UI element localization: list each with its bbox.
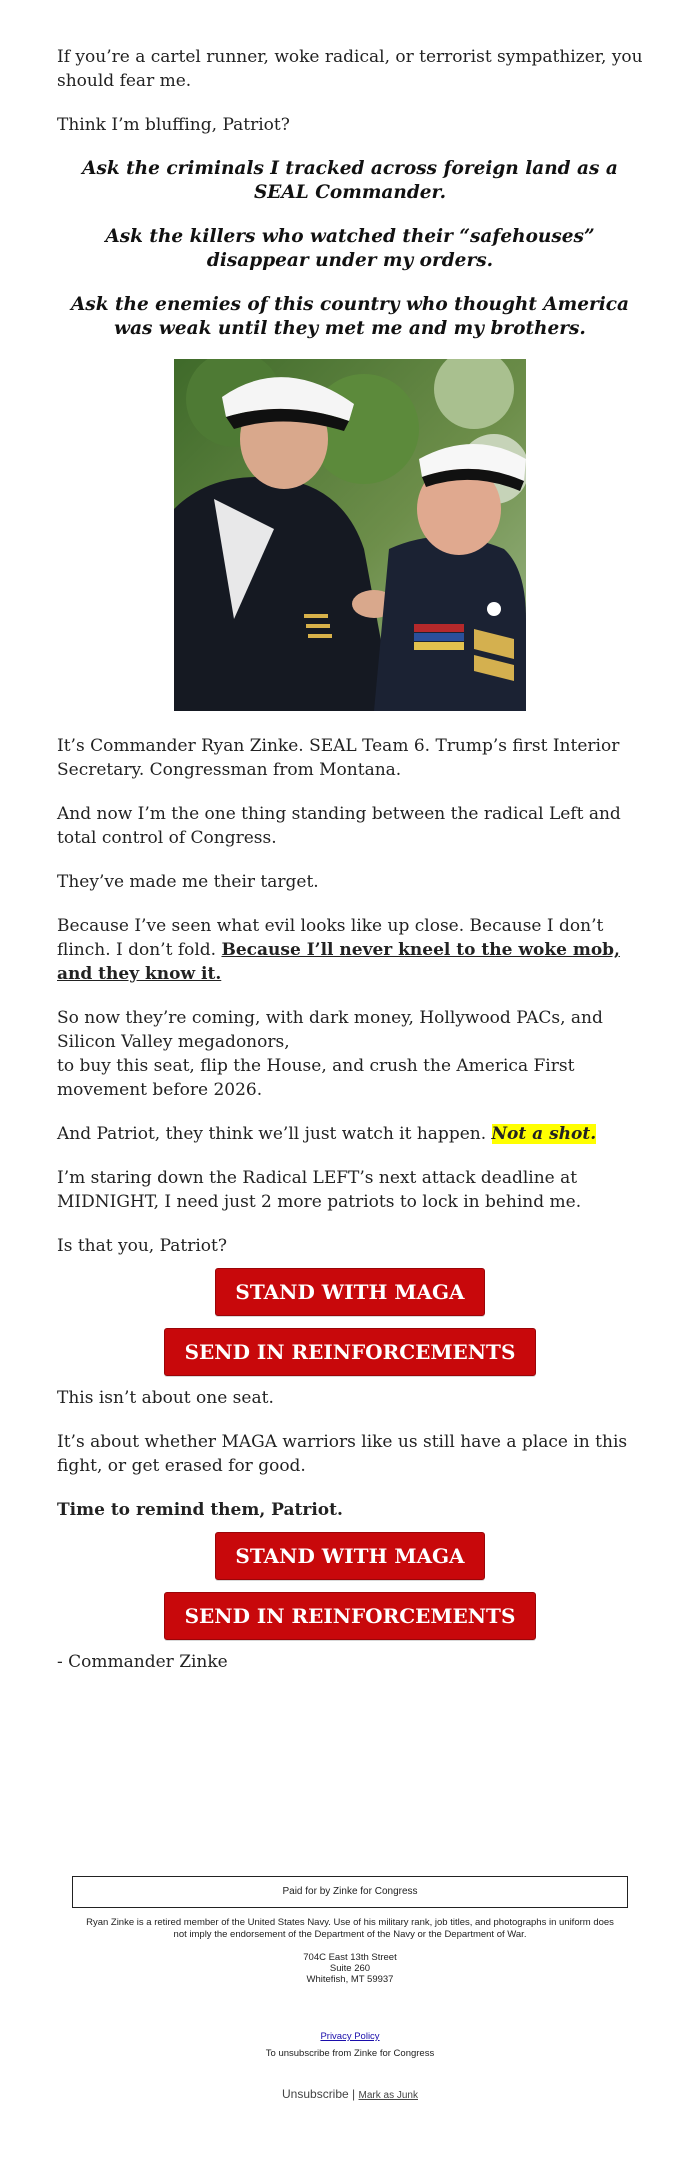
- remind-paragraph: Time to remind them, Patriot.: [57, 1500, 343, 1520]
- email-footer: [0, 1876, 700, 2101]
- evil-paragraph: [57, 914, 643, 986]
- evil-text: Because I’ve seen what evil looks like up close. Because I don’t flinch. I don’t fold.: [57, 916, 604, 960]
- email-body: [57, 45, 643, 1674]
- unsubscribe-row: [0, 2087, 700, 2101]
- stand-with-maga-button[interactable]: STAND WITH MAGA: [215, 1532, 484, 1580]
- navy-disclaimer: Ryan Zinke is a retired member of the United States Navy. Use of his military rank, job titles, and photographs in uniform does not imply the endorsement of the Department of the Navy or the Department of War.: [86, 1917, 614, 1940]
- send-reinforcements-button[interactable]: SEND IN REINFORCEMENTS: [164, 1592, 537, 1640]
- navy-officers-photo: [174, 359, 526, 711]
- enemies-heading: Ask the enemies of this country who thought America was weak until they met me and my brothers.: [70, 294, 630, 339]
- button-row: [57, 1328, 643, 1376]
- killers-heading: Ask the killers who watched their “safehouses” disappear under my orders.: [105, 226, 595, 271]
- button-row: [57, 1592, 643, 1640]
- mark-as-junk-link[interactable]: Mark as Junk: [358, 2090, 418, 2101]
- paid-for-box: Paid for by Zinke for Congress: [72, 1876, 628, 1908]
- privacy-row: [0, 2031, 700, 2042]
- address-line: 704C East 13th Street: [303, 1952, 397, 1963]
- stand-with-maga-button[interactable]: STAND WITH MAGA: [215, 1268, 484, 1316]
- photo-container: [57, 359, 643, 715]
- deadline-paragraph: I’m staring down the Radical LEFT’s next attack deadline at MIDNIGHT, I need just 2 more patriots to lock in behind me.: [57, 1168, 582, 1212]
- mailing-address: [0, 1952, 700, 1985]
- intro-paragraph: If you’re a cartel runner, woke radical, or terrorist sympathizer, you should fear me.: [57, 47, 643, 91]
- criminals-heading: Ask the criminals I tracked across foreign land as a SEAL Commander.: [82, 158, 618, 203]
- separator: |: [352, 2087, 356, 2101]
- money-line-1: So now they’re coming, with dark money, Hollywood PACs, and Silicon Valley megadonors,: [57, 1008, 603, 1052]
- maga-warriors-paragraph: It’s about whether MAGA warriors like us still have a place in this fight, or get erased for good.: [57, 1432, 628, 1476]
- is-that-you-paragraph: Is that you, Patriot?: [57, 1236, 227, 1256]
- bluffing-paragraph: Think I’m bluffing, Patriot?: [57, 115, 290, 135]
- send-reinforcements-button[interactable]: SEND IN REINFORCEMENTS: [164, 1328, 537, 1376]
- one-seat-paragraph: This isn’t about one seat.: [57, 1388, 274, 1408]
- watch-paragraph: [57, 1122, 643, 1146]
- intro-zinke-paragraph: It’s Commander Ryan Zinke. SEAL Team 6. Trump’s first Interior Secretary. Congressman from Montana.: [57, 736, 620, 780]
- address-line: Suite 260: [329, 1963, 371, 1974]
- target-paragraph: They’ve made me their target.: [57, 872, 319, 892]
- signature: - Commander Zinke: [57, 1652, 228, 1672]
- money-line-2: to buy this seat, flip the House, and crush the America First movement before 2026.: [57, 1056, 575, 1100]
- kneel-text: Because I’ll never kneel to the woke mob, and they know it.: [57, 940, 620, 984]
- unsubscribe-notice: To unsubscribe from Zinke for Congress: [265, 2048, 435, 2059]
- privacy-policy-link[interactable]: Privacy Policy: [320, 2031, 380, 2042]
- standing-paragraph: And now I’m the one thing standing between the radical Left and total control of Congress.: [57, 804, 621, 848]
- address-line: Whitefish, MT 59937: [306, 1974, 394, 1985]
- button-row: [57, 1268, 643, 1316]
- button-row: [57, 1532, 643, 1580]
- money-paragraph: [57, 1006, 643, 1102]
- not-a-shot-highlight: Not a shot.: [491, 1124, 597, 1144]
- unsubscribe-link[interactable]: Unsubscribe: [282, 2087, 349, 2101]
- watch-text: And Patriot, they think we’ll just watch it happen.: [57, 1124, 492, 1144]
